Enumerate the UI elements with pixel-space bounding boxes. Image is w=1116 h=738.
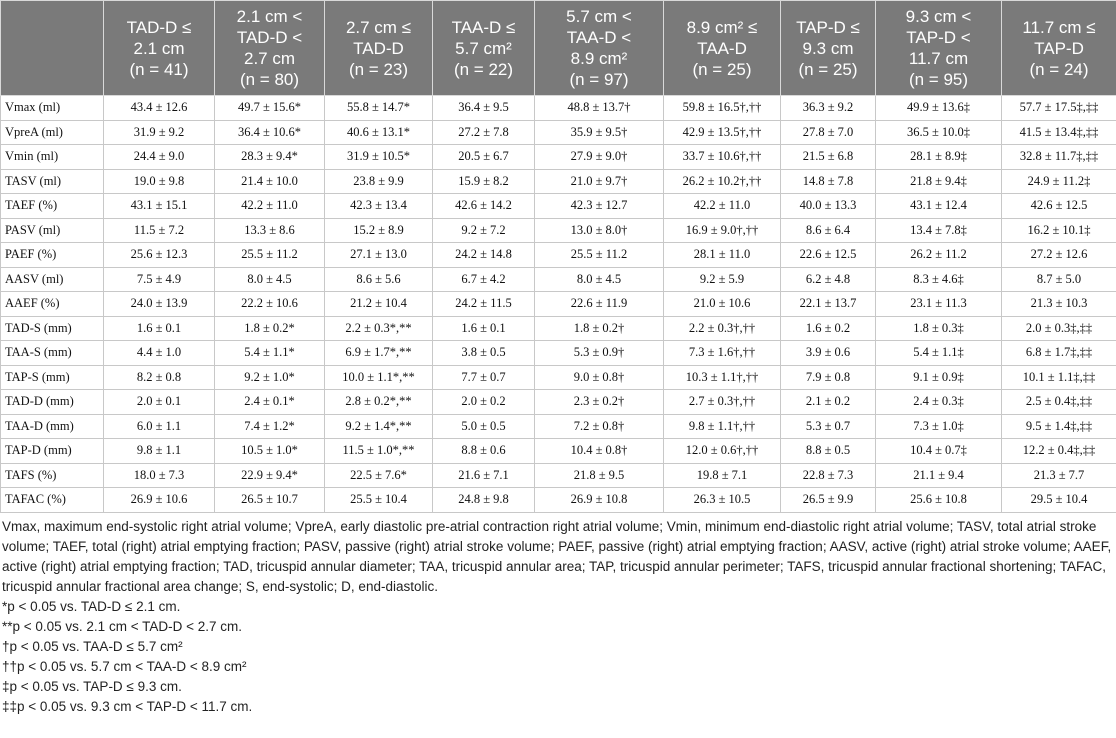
- table-cell: 9.8 ± 1.1†,††: [664, 414, 781, 439]
- table-cell: 49.7 ± 15.6*: [215, 96, 325, 121]
- table-row: [1, 316, 1116, 341]
- table-cell: 10.3 ± 1.1†,††: [664, 365, 781, 390]
- table-cell: 1.6 ± 0.2: [781, 316, 876, 341]
- table-cell: 4.4 ± 1.0: [104, 341, 215, 366]
- table-row: [1, 365, 1116, 390]
- table-cell: 22.8 ± 7.3: [781, 463, 876, 488]
- table-cell: 6.0 ± 1.1: [104, 414, 215, 439]
- table-cell: 40.0 ± 13.3: [781, 194, 876, 219]
- table-cell: 10.5 ± 1.0*: [215, 439, 325, 464]
- row-label: TAD-D (mm): [1, 390, 104, 415]
- table-cell: 5.4 ± 1.1‡: [876, 341, 1002, 366]
- table-row: [1, 145, 1116, 170]
- table-cell: 42.9 ± 13.5†,††: [664, 120, 781, 145]
- table-row: [1, 463, 1116, 488]
- table-cell: 9.1 ± 0.9‡: [876, 365, 1002, 390]
- table-row: [1, 120, 1116, 145]
- table-cell: 26.5 ± 9.9: [781, 488, 876, 513]
- table-cell: 11.5 ± 7.2: [104, 218, 215, 243]
- table-cell: 11.5 ± 1.0*,**: [325, 439, 433, 464]
- table-cell: 23.8 ± 9.9: [325, 169, 433, 194]
- table-cell: 22.9 ± 9.4*: [215, 463, 325, 488]
- table-cell: 1.8 ± 0.2†: [535, 316, 664, 341]
- table-notes: [0, 513, 1116, 717]
- table-cell: 21.8 ± 9.4‡: [876, 169, 1002, 194]
- table-cell: 13.0 ± 8.0†: [535, 218, 664, 243]
- table-cell: 10.4 ± 0.7‡: [876, 439, 1002, 464]
- table-cell: 22.5 ± 7.6*: [325, 463, 433, 488]
- table-cell: 21.3 ± 10.3: [1002, 292, 1116, 317]
- table-cell: 15.2 ± 8.9: [325, 218, 433, 243]
- table-cell: 36.4 ± 9.5: [433, 96, 535, 121]
- row-label: AASV (ml): [1, 267, 104, 292]
- table-cell: 7.7 ± 0.7: [433, 365, 535, 390]
- row-label: TAFAC (%): [1, 488, 104, 513]
- table-cell: 26.5 ± 10.7: [215, 488, 325, 513]
- table-cell: 33.7 ± 10.6†,††: [664, 145, 781, 170]
- table-row: [1, 169, 1116, 194]
- table-cell: 25.5 ± 11.2: [215, 243, 325, 268]
- table-cell: 2.3 ± 0.2†: [535, 390, 664, 415]
- table-cell: 8.3 ± 4.6‡: [876, 267, 1002, 292]
- table-cell: 16.2 ± 10.1‡: [1002, 218, 1116, 243]
- table-row: [1, 194, 1116, 219]
- table-cell: 22.2 ± 10.6: [215, 292, 325, 317]
- table-cell: 25.6 ± 10.8: [876, 488, 1002, 513]
- table-cell: 8.6 ± 6.4: [781, 218, 876, 243]
- footnote: *p < 0.05 vs. TAD-D ≤ 2.1 cm.: [2, 598, 181, 614]
- table-cell: 2.0 ± 0.1: [104, 390, 215, 415]
- table-cell: 48.8 ± 13.7†: [535, 96, 664, 121]
- table-cell: 27.1 ± 13.0: [325, 243, 433, 268]
- table-cell: 36.5 ± 10.0‡: [876, 120, 1002, 145]
- table-cell: 21.3 ± 7.7: [1002, 463, 1116, 488]
- table-row: [1, 341, 1116, 366]
- table-row: [1, 439, 1116, 464]
- table-cell: 24.0 ± 13.9: [104, 292, 215, 317]
- table-cell: 5.4 ± 1.1*: [215, 341, 325, 366]
- footnote: **p < 0.05 vs. 2.1 cm < TAD-D < 2.7 cm.: [2, 618, 242, 634]
- header-row: [1, 1, 1116, 96]
- table-cell: 24.2 ± 14.8: [433, 243, 535, 268]
- table-cell: 7.3 ± 1.6†,††: [664, 341, 781, 366]
- table-cell: 35.9 ± 9.5†: [535, 120, 664, 145]
- corner-cell: [1, 1, 104, 96]
- table-cell: 10.1 ± 1.1‡,‡‡: [1002, 365, 1116, 390]
- table-cell: 42.3 ± 13.4: [325, 194, 433, 219]
- table-cell: 22.6 ± 12.5: [781, 243, 876, 268]
- table-cell: 13.4 ± 7.8‡: [876, 218, 1002, 243]
- footnote: †p < 0.05 vs. TAA-D ≤ 5.7 cm²: [2, 638, 183, 654]
- column-header: 8.9 cm² ≤ TAA-D (n = 25): [664, 1, 781, 96]
- table-cell: 27.2 ± 12.6: [1002, 243, 1116, 268]
- table-row: [1, 96, 1116, 121]
- table-cell: 14.8 ± 7.8: [781, 169, 876, 194]
- table-cell: 1.8 ± 0.2*: [215, 316, 325, 341]
- table-cell: 18.0 ± 7.3: [104, 463, 215, 488]
- table-cell: 42.6 ± 12.5: [1002, 194, 1116, 219]
- table-cell: 43.4 ± 12.6: [104, 96, 215, 121]
- column-header: TAA-D ≤ 5.7 cm² (n = 22): [433, 1, 535, 96]
- table-cell: 2.5 ± 0.4‡,‡‡: [1002, 390, 1116, 415]
- table-cell: 25.6 ± 12.3: [104, 243, 215, 268]
- table-cell: 21.6 ± 7.1: [433, 463, 535, 488]
- table-cell: 9.5 ± 1.4‡,‡‡: [1002, 414, 1116, 439]
- table-cell: 24.4 ± 9.0: [104, 145, 215, 170]
- row-label: TAA-S (mm): [1, 341, 104, 366]
- table-cell: 8.8 ± 0.5: [781, 439, 876, 464]
- table-cell: 5.3 ± 0.7: [781, 414, 876, 439]
- column-header: 11.7 cm ≤ TAP-D (n = 24): [1002, 1, 1116, 96]
- column-header: 2.7 cm ≤ TAD-D (n = 23): [325, 1, 433, 96]
- abbreviations-note: Vmax, maximum end-systolic right atrial volume; VpreA, early diastolic pre-atrial contraction right atrial volume; Vmin, minimum end-diastolic right atrial volume; TASV, total atrial stroke volume; TAEF, total (right) atrial emptying fraction; PASV, passive (right) atrial stroke volume; PAEF, passive (right) atrial emptying fraction; AASV, active (right) atrial stroke volume; AAEF, active (right) atrial emptying fraction; TAD, tricuspid annular diameter; TAA, tricuspid annular area; TAP, tricuspid annular perimeter; TAFS, tricuspid annular fractional shortening; TAFAC, tricuspid annular fractional area change; S, end-systolic; D, end-diastolic.: [2, 518, 1112, 594]
- column-header: TAP-D ≤ 9.3 cm (n = 25): [781, 1, 876, 96]
- table-cell: 42.2 ± 11.0: [664, 194, 781, 219]
- table-cell: 24.2 ± 11.5: [433, 292, 535, 317]
- column-header: 5.7 cm < TAA-D < 8.9 cm² (n = 97): [535, 1, 664, 96]
- table-cell: 26.9 ± 10.8: [535, 488, 664, 513]
- table-cell: 36.3 ± 9.2: [781, 96, 876, 121]
- row-label: AAEF (%): [1, 292, 104, 317]
- table-cell: 26.2 ± 10.2†,††: [664, 169, 781, 194]
- table-cell: 27.9 ± 9.0†: [535, 145, 664, 170]
- table-cell: 29.5 ± 10.4: [1002, 488, 1116, 513]
- table-cell: 23.1 ± 11.3: [876, 292, 1002, 317]
- table-cell: 2.7 ± 0.3†,††: [664, 390, 781, 415]
- table-cell: 8.8 ± 0.6: [433, 439, 535, 464]
- table-cell: 12.0 ± 0.6†,††: [664, 439, 781, 464]
- table-cell: 10.4 ± 0.8†: [535, 439, 664, 464]
- row-label: VpreA (ml): [1, 120, 104, 145]
- table-cell: 28.1 ± 8.9‡: [876, 145, 1002, 170]
- table-row: [1, 267, 1116, 292]
- table-cell: 8.6 ± 5.6: [325, 267, 433, 292]
- table-cell: 9.2 ± 1.0*: [215, 365, 325, 390]
- table-cell: 2.8 ± 0.2*,**: [325, 390, 433, 415]
- row-label: Vmin (ml): [1, 145, 104, 170]
- table-cell: 24.9 ± 11.2‡: [1002, 169, 1116, 194]
- table-row: [1, 390, 1116, 415]
- row-label: Vmax (ml): [1, 96, 104, 121]
- table-cell: 8.7 ± 5.0: [1002, 267, 1116, 292]
- table-cell: 7.9 ± 0.8: [781, 365, 876, 390]
- table-cell: 10.0 ± 1.1*,**: [325, 365, 433, 390]
- row-label: PAEF (%): [1, 243, 104, 268]
- row-label: TASV (ml): [1, 169, 104, 194]
- column-header: TAD-D ≤ 2.1 cm (n = 41): [104, 1, 215, 96]
- footnote: ††p < 0.05 vs. 5.7 cm < TAA-D < 8.9 cm²: [2, 658, 247, 674]
- table-cell: 6.7 ± 4.2: [433, 267, 535, 292]
- table-cell: 9.2 ± 7.2: [433, 218, 535, 243]
- table-cell: 21.5 ± 6.8: [781, 145, 876, 170]
- table-cell: 42.2 ± 11.0: [215, 194, 325, 219]
- row-label: TAD-S (mm): [1, 316, 104, 341]
- column-header: 2.1 cm < TAD-D < 2.7 cm (n = 80): [215, 1, 325, 96]
- table-cell: 25.5 ± 11.2: [535, 243, 664, 268]
- table-cell: 8.2 ± 0.8: [104, 365, 215, 390]
- table-cell: 7.4 ± 1.2*: [215, 414, 325, 439]
- table-cell: 2.1 ± 0.2: [781, 390, 876, 415]
- row-label: TAA-D (mm): [1, 414, 104, 439]
- table-cell: 59.8 ± 16.5†,††: [664, 96, 781, 121]
- table-cell: 7.5 ± 4.9: [104, 267, 215, 292]
- table-cell: 24.8 ± 9.8: [433, 488, 535, 513]
- table-cell: 19.0 ± 9.8: [104, 169, 215, 194]
- table-cell: 21.1 ± 9.4: [876, 463, 1002, 488]
- table-cell: 2.4 ± 0.3‡: [876, 390, 1002, 415]
- table-cell: 21.0 ± 10.6: [664, 292, 781, 317]
- table-cell: 21.0 ± 9.7†: [535, 169, 664, 194]
- table-cell: 6.9 ± 1.7*,**: [325, 341, 433, 366]
- table-cell: 31.9 ± 9.2: [104, 120, 215, 145]
- table-cell: 6.2 ± 4.8: [781, 267, 876, 292]
- table-cell: 3.9 ± 0.6: [781, 341, 876, 366]
- table-cell: 28.3 ± 9.4*: [215, 145, 325, 170]
- row-label: TAEF (%): [1, 194, 104, 219]
- table-cell: 31.9 ± 10.5*: [325, 145, 433, 170]
- table-cell: 16.9 ± 9.0†,††: [664, 218, 781, 243]
- table-row: [1, 292, 1116, 317]
- table-cell: 1.6 ± 0.1: [433, 316, 535, 341]
- table-cell: 2.2 ± 0.3*,**: [325, 316, 433, 341]
- row-label: TAP-S (mm): [1, 365, 104, 390]
- table-body: [1, 96, 1116, 513]
- table-cell: 2.0 ± 0.3‡,‡‡: [1002, 316, 1116, 341]
- row-label: TAP-D (mm): [1, 439, 104, 464]
- table-cell: 22.6 ± 11.9: [535, 292, 664, 317]
- table-cell: 2.4 ± 0.1*: [215, 390, 325, 415]
- table-cell: 57.7 ± 17.5‡,‡‡: [1002, 96, 1116, 121]
- table-cell: 5.0 ± 0.5: [433, 414, 535, 439]
- table-cell: 26.9 ± 10.6: [104, 488, 215, 513]
- table-cell: 8.0 ± 4.5: [215, 267, 325, 292]
- table-cell: 36.4 ± 10.6*: [215, 120, 325, 145]
- table-cell: 28.1 ± 11.0: [664, 243, 781, 268]
- table-cell: 13.3 ± 8.6: [215, 218, 325, 243]
- table-cell: 5.3 ± 0.9†: [535, 341, 664, 366]
- row-label: PASV (ml): [1, 218, 104, 243]
- table-row: [1, 243, 1116, 268]
- table-cell: 9.2 ± 5.9: [664, 267, 781, 292]
- row-label: TAFS (%): [1, 463, 104, 488]
- table-row: [1, 414, 1116, 439]
- table-cell: 7.2 ± 0.8†: [535, 414, 664, 439]
- table-cell: 2.0 ± 0.2: [433, 390, 535, 415]
- table-row: [1, 488, 1116, 513]
- table-cell: 9.2 ± 1.4*,**: [325, 414, 433, 439]
- table-row: [1, 218, 1116, 243]
- table-cell: 43.1 ± 15.1: [104, 194, 215, 219]
- table-cell: 21.8 ± 9.5: [535, 463, 664, 488]
- table-cell: 26.3 ± 10.5: [664, 488, 781, 513]
- footnote: ‡p < 0.05 vs. TAP-D ≤ 9.3 cm.: [2, 678, 182, 694]
- table-cell: 12.2 ± 0.4‡,‡‡: [1002, 439, 1116, 464]
- table-cell: 32.8 ± 11.7‡,‡‡: [1002, 145, 1116, 170]
- table-cell: 19.8 ± 7.1: [664, 463, 781, 488]
- table-cell: 9.8 ± 1.1: [104, 439, 215, 464]
- table-cell: 42.3 ± 12.7: [535, 194, 664, 219]
- table-cell: 20.5 ± 6.7: [433, 145, 535, 170]
- table-cell: 26.2 ± 11.2: [876, 243, 1002, 268]
- table-cell: 27.2 ± 7.8: [433, 120, 535, 145]
- footnote: ‡‡p < 0.05 vs. 9.3 cm < TAP-D < 11.7 cm.: [2, 698, 253, 714]
- table-cell: 8.0 ± 4.5: [535, 267, 664, 292]
- table-cell: 1.6 ± 0.1: [104, 316, 215, 341]
- table-cell: 27.8 ± 7.0: [781, 120, 876, 145]
- column-header: 9.3 cm < TAP-D < 11.7 cm (n = 95): [876, 1, 1002, 96]
- table-cell: 49.9 ± 13.6‡: [876, 96, 1002, 121]
- table-cell: 7.3 ± 1.0‡: [876, 414, 1002, 439]
- table-cell: 6.8 ± 1.7‡,‡‡: [1002, 341, 1116, 366]
- table-cell: 21.2 ± 10.4: [325, 292, 433, 317]
- table-cell: 55.8 ± 14.7*: [325, 96, 433, 121]
- table-cell: 21.4 ± 10.0: [215, 169, 325, 194]
- table-cell: 43.1 ± 12.4: [876, 194, 1002, 219]
- table-cell: 22.1 ± 13.7: [781, 292, 876, 317]
- table-cell: 42.6 ± 14.2: [433, 194, 535, 219]
- table-cell: 25.5 ± 10.4: [325, 488, 433, 513]
- table-cell: 41.5 ± 13.4‡,‡‡: [1002, 120, 1116, 145]
- table-cell: 3.8 ± 0.5: [433, 341, 535, 366]
- table-cell: 1.8 ± 0.3‡: [876, 316, 1002, 341]
- table-cell: 2.2 ± 0.3†,††: [664, 316, 781, 341]
- table-cell: 15.9 ± 8.2: [433, 169, 535, 194]
- table-cell: 40.6 ± 13.1*: [325, 120, 433, 145]
- table-cell: 9.0 ± 0.8†: [535, 365, 664, 390]
